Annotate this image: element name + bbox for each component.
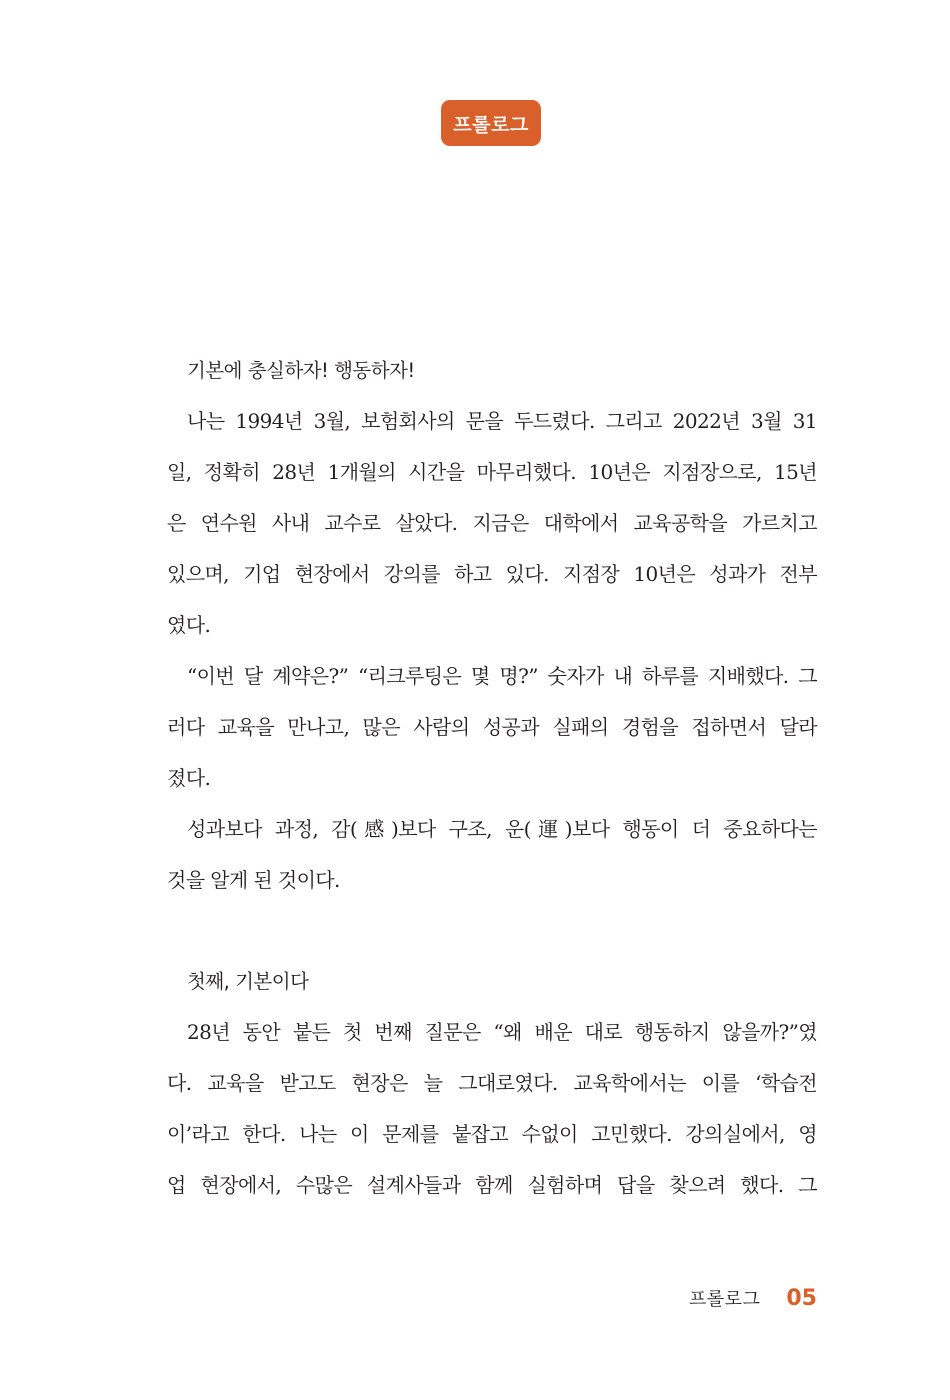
section-spacer <box>167 906 817 956</box>
page-number: 05 <box>786 1286 817 1311</box>
paragraph-line: 성과보다 과정, 감(感)보다 구조, 운(運)보다 행동이 더 중요하다는 <box>187 817 817 841</box>
paragraph-line: 은 연수원 사내 교수로 살았다. 지금은 대학에서 교육공학을 가르치고 <box>167 511 817 535</box>
page-footer <box>689 1285 817 1311</box>
paragraph-line: 다. 교육을 받고도 현장은 늘 그대로였다. 교육학에서는 이를 ‘학습전 <box>167 1071 817 1095</box>
paragraph-line: 것을 알게 된 것이다. <box>167 868 340 892</box>
paragraph <box>167 396 817 651</box>
chapter-badge <box>441 100 541 146</box>
section-heading: 기본에 충실하자! 행동하자! <box>187 359 415 382</box>
running-footer-title: 프롤로그 <box>688 1289 761 1310</box>
chapter-badge-label: 프롤로그 <box>453 113 529 136</box>
paragraph-line: 나는 1994년 3월, 보험회사의 문을 두드렸다. 그리고 2022년 3월 31 <box>187 409 817 433</box>
paragraph-line: 이’라고 한다. 나는 이 문제를 붙잡고 수없이 고민했다. 강의실에서, 영 <box>167 1122 817 1146</box>
paragraph-line: 일, 정확히 28년 1개월의 시간을 마무리했다. 10년은 지점장으로, 15년 <box>167 460 817 484</box>
paragraph <box>167 651 817 804</box>
paragraph-line: 졌다. <box>167 766 211 790</box>
body-text <box>167 345 817 1211</box>
paragraph-line: 였다. <box>167 613 211 637</box>
paragraph-line: 업 현장에서, 수많은 설계사들과 함께 실험하며 답을 찾으려 했다. 그 <box>167 1173 817 1197</box>
paragraph-line: 있으며, 기업 현장에서 강의를 하고 있다. 지점장 10년은 성과가 전부 <box>167 562 817 586</box>
section-heading: 첫째, 기본이다 <box>187 970 309 993</box>
paragraph-line: “이번 달 계약은?” “리크루팅은 몇 명?” 숫자가 내 하루를 지배했다. 그 <box>187 664 817 688</box>
paragraph-line: 러다 교육을 만나고, 많은 사람의 성공과 실패의 경험을 접하면서 달라 <box>167 715 817 739</box>
paragraph <box>167 804 817 906</box>
paragraph <box>167 1007 817 1211</box>
paragraph-line: 28년 동안 붙든 첫 번째 질문은 “왜 배운 대로 행동하지 않을까?”였 <box>187 1020 817 1044</box>
